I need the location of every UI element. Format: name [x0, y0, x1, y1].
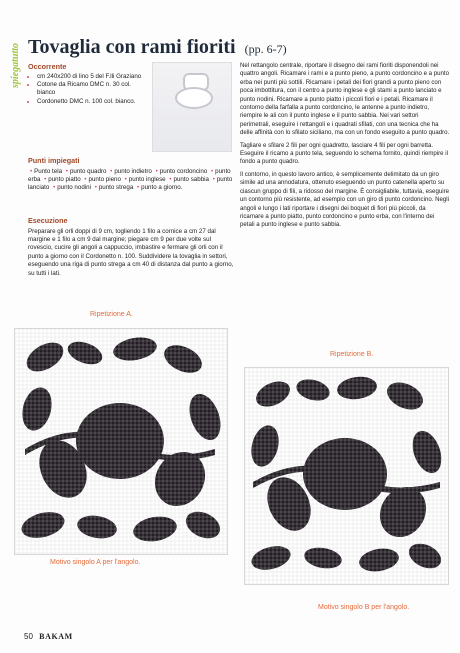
list-item: Punto tela: [34, 167, 63, 175]
list-item: • Cordonetto DMC n. 100 col. bianco.: [37, 98, 148, 106]
punti-heading: Punti impiegati: [28, 156, 80, 165]
list-item: punto pieno: [88, 176, 121, 184]
title-block: [28, 36, 448, 59]
filet-chart-a-grid: [15, 329, 227, 554]
punti-list: • Punto tela • punto quadro • punto indietro • punto cordoncino • punto erba • punto piatto • punto pieno • punto inglese • punto sabbia • punto lanciato • punto nodini • punto strega • punto a giorno.: [28, 167, 233, 192]
tablecloth-photo: [152, 62, 232, 152]
magazine-name: BAKAM: [39, 632, 73, 641]
page-footer: [24, 632, 73, 641]
list-item: • cm 240x200 di lino 5 del F.lli Graziano: [37, 73, 148, 81]
list-item: punto lanciato: [28, 176, 233, 192]
list-item: • Cotone da Ricamo DMC n. 30 col. bianco: [37, 81, 148, 97]
occorrente-heading: Occorrente: [28, 62, 67, 71]
leaf-shape: [303, 545, 344, 571]
leaf-shape: [249, 542, 293, 574]
caption-ripetizione-a: Ripetizione A.: [90, 311, 133, 318]
page-reference: (pp. 6-7): [244, 42, 287, 56]
list-item: punto indietro: [114, 167, 152, 175]
list-item: punto inglese: [128, 176, 166, 184]
list-item: punto piatto: [48, 176, 81, 184]
list-item: punto erba: [28, 167, 231, 184]
list-item: punto sabbia: [173, 176, 209, 184]
list-item: punto nodini: [57, 184, 91, 192]
instruction-paragraph: Il contorno, in questo lavoro antico, è semplicemente delimitato da un giro simile ad una annodatura, ottenuto eseguendo un punto catenella aperto su ciascun gruppo di fili, a ridosso del margine. È consigliabile, tuttavia, eseguire un contorno più resistente, ad esempio con un giro di punto cordoncino. Negli angoli e lungo i lati riportare i disegni dei boquet di fiori più piccoli, da ricamare a punto piatto, punto cordoncino e punto erba, con l'interno dei petali a punto inglese e punto sabbia.: [240, 170, 450, 229]
esecuzione-heading: Esecuzione: [28, 216, 68, 225]
punti-block: [28, 156, 234, 193]
title-text: Tovaglia con rami fioriti: [28, 36, 236, 58]
list-item: punto strega: [98, 184, 134, 192]
plate-shape: [175, 87, 213, 109]
instruction-paragraph: Nel rettangolo centrale, riportare il disegno dei rami fioriti disponendoli nei quattro angoli. Ricamare i rami e a punto pieno, a punto cordoncino e a punto erba nei punti più sottili. Ricamare i petali dei fiori grandi a punto pieno con poca imbottitura, con il centro a punto inglese e gli stami a punto lanciato e punto nodini. Ricamare a punto piatto i piccoli fiori e i petali. Ricamare il contorno della farfalla a punto cordoncino, le antenne a punto indietro, riempire le ali con il punto inglese e il punto sabbia. Nei vari settori perimetrali, eseguire i rettangoli e i quadrati sfilati, con una tecnica che ha delle affinità con lo sfilato siciliano, ma con un fondo eseguito a punto quadro.: [240, 62, 450, 137]
section-tab-label: spiegatutto: [10, 42, 21, 88]
caption-ripetizione-b: Ripetizione B.: [330, 351, 374, 358]
occorrente-list: [28, 73, 148, 105]
filet-chart-b-grid: [245, 368, 448, 584]
filet-chart-a: [14, 328, 228, 555]
list-item: punto cordoncino: [159, 167, 208, 175]
page-title: [28, 36, 287, 58]
instruction-paragraph: Tagliare e sfilare 2 fili per ogni quadretto, lasciare 4 fili per ogni barretta. Eseguire il ricamo a punto tela, seguendo lo schema fornito, quindi riempire il fondo a punto quadro.: [240, 141, 448, 166]
section-tab: [8, 28, 22, 88]
list-item: punto a giorno.: [141, 184, 183, 192]
page-number: 50: [24, 632, 33, 641]
occorrente-block: [28, 62, 148, 106]
filet-chart-b: [244, 367, 449, 585]
caption-motivo-b: Motivo singolo B per l'angolo.: [318, 604, 410, 611]
list-item: punto quadro: [69, 167, 107, 175]
caption-motivo-a: Motivo singolo A per l'angolo.: [50, 559, 141, 566]
esecuzione-block: [28, 216, 234, 278]
instructions-column: [240, 62, 450, 234]
esecuzione-text: Preparare gli orli doppi di 9 cm, togliendo 1 filo a cornice a cm 27 dal margine e 1 filo a cm 9 dal margine; piegare cm 9 per due volte sul rovescio, cucire gli angoli a cappuccio, imbastire e fermare gli orli con il punto a giorno con il Cordonetto n. 100. Suddividere la tovaglia in settori, eseguendo una riga di punto strega a cm 40 di distanza dal punto a giorno, su tutti i lati.: [28, 227, 234, 277]
